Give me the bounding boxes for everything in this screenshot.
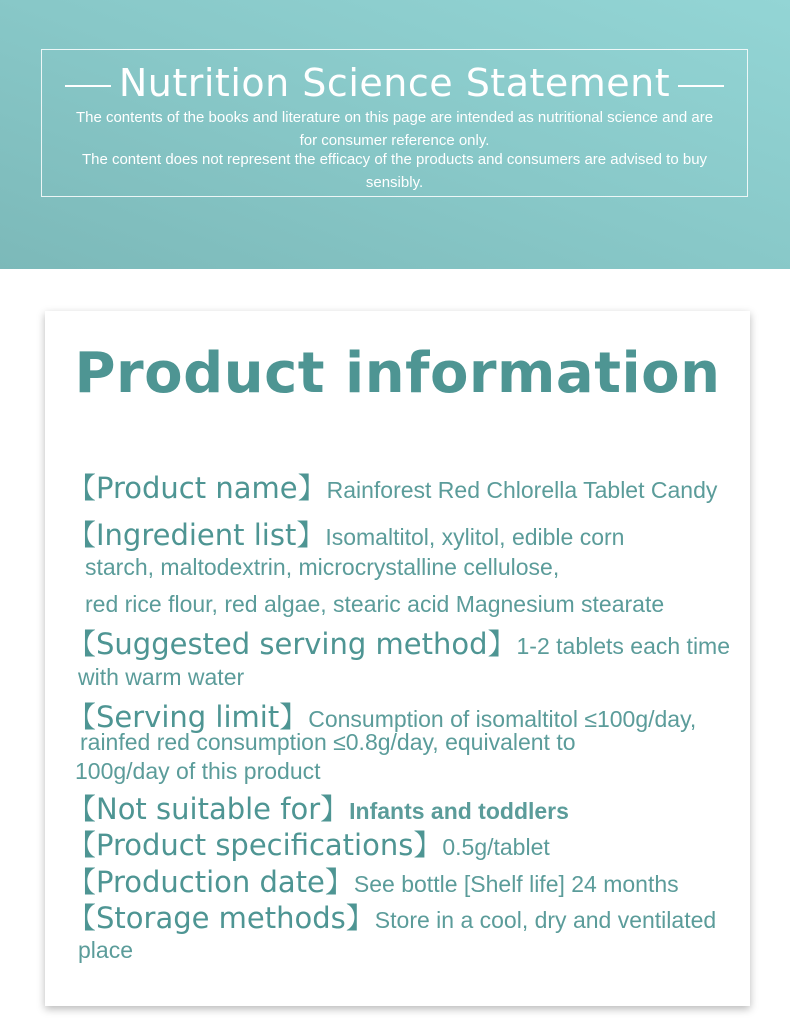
statement-banner	[0, 0, 790, 269]
item-label: 【Product name】	[67, 471, 327, 505]
item-value: red rice flour, red algae, stearic acid Magnesium stearate	[85, 591, 665, 617]
statement-box	[41, 49, 748, 197]
item-value: See bottle [Shelf life] 24 months	[353, 871, 679, 897]
item-value: Consumption of isomaltitol ≤100g/day,	[308, 706, 697, 732]
item-label: 【Product specifications】	[67, 828, 443, 862]
item-label: 【Ingredient list】	[67, 518, 326, 552]
product-info-card	[45, 311, 750, 1006]
production-date-row	[67, 860, 679, 901]
item-value: Infants and toddlers	[349, 798, 569, 824]
item-value: rainfed red consumption ≤0.8g/day, equivalent to	[80, 729, 576, 755]
statement-paragraph-2: The content does not represent the efficacy of the products and consumers are advised to buy sensibly.	[81, 151, 708, 191]
dash-decoration	[65, 85, 111, 87]
not-suitable-row	[67, 787, 569, 828]
item-value: place	[78, 937, 133, 963]
item-value: Store in a cool, dry and ventilated	[374, 907, 717, 933]
item-value: starch, maltodextrin, microcrystalline cellulose,	[85, 554, 560, 580]
item-label: 【Not suitable for】	[67, 792, 350, 826]
item-value: Isomaltitol, xylitol, edible corn	[325, 524, 625, 550]
dash-decoration	[678, 85, 724, 87]
product-name-row	[67, 466, 717, 507]
serving-method-row	[67, 622, 730, 663]
item-label: 【Production date】	[67, 865, 354, 899]
statement-title	[42, 60, 747, 106]
card-title: Product information	[74, 341, 721, 406]
specifications-row	[67, 823, 550, 864]
item-value: 100g/day of this product	[75, 758, 321, 784]
item-value: with warm water	[78, 664, 245, 690]
storage-row	[67, 896, 716, 937]
item-value: 0.5g/tablet	[442, 834, 550, 860]
item-label: 【Suggested serving method】	[67, 627, 517, 661]
item-label: 【Serving limit】	[67, 700, 309, 734]
item-label: 【Storage methods】	[67, 901, 375, 935]
statement-paragraph-1: The contents of the books and literature on this page are intended as nutritional science and are for consumer reference only.	[75, 109, 714, 149]
item-value: Rainforest Red Chlorella Tablet Candy	[326, 477, 718, 503]
statement-title-text: Nutrition Science Statement	[118, 61, 671, 105]
ingredient-row	[67, 513, 624, 554]
item-value: 1-2 tablets each time	[516, 633, 731, 659]
